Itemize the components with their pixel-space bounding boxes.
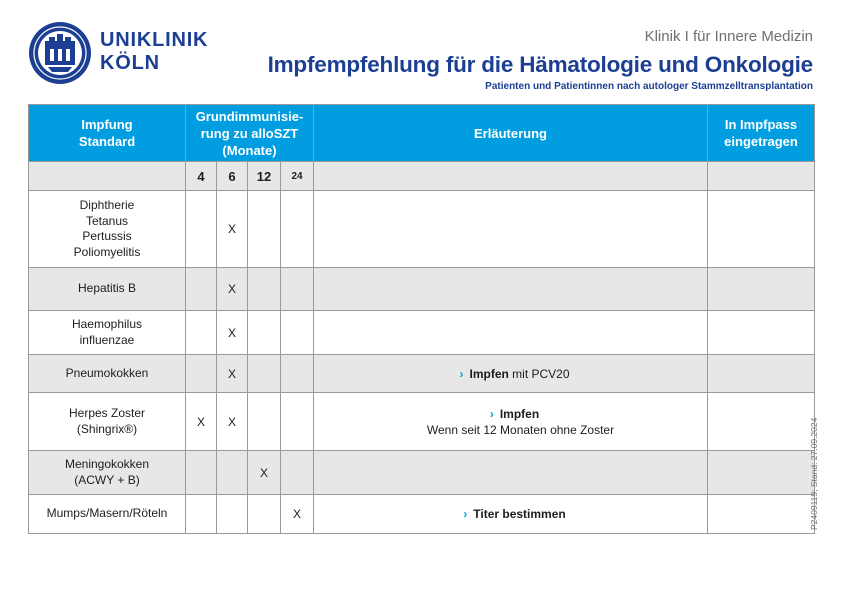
mark-m4 [186,355,217,393]
note-text: mit PCV20 [508,366,570,381]
chevron-right-icon: › [459,366,464,381]
chevron-right-icon: › [489,406,494,421]
page-subtitle: Patienten und Patientinnen nach autologer Stammzelltransplantation [485,81,813,92]
mark-m12 [248,191,281,268]
month-6: 6 [217,162,248,191]
mark-m12 [248,311,281,355]
note-bold: Impfen [469,366,509,381]
vaccination-table [28,104,815,534]
vaccine-name: Meningokokken (ACWY + B) [29,451,186,495]
vaccine-name: Pneumokokken [29,355,186,393]
note-text: Wenn seit 12 Monaten ohne Zoster [426,422,615,437]
table-row [29,393,815,451]
note-bold: Impfen [499,406,540,421]
mark-m24: X [281,495,314,534]
mark-m12 [248,355,281,393]
brand-line-1: UNIKLINIK [100,29,209,51]
vaccine-name: Herpes Zoster (Shingrix®) [29,393,186,451]
mark-m24 [281,268,314,311]
mark-m4 [186,451,217,495]
table-row [29,495,815,534]
mark-m6: X [217,268,248,311]
months-row [29,162,815,191]
page-title: Impfempfehlung für die Hämatologie und Onkologie [267,52,813,77]
notes-cell [314,268,708,311]
col-header-notes: Erläuterung [314,105,708,162]
table-row [29,355,815,393]
mark-m24 [281,355,314,393]
mark-m24 [281,191,314,268]
notes-cell [314,393,708,451]
notes-cell [314,495,708,534]
passport-cell[interactable] [708,311,815,355]
clinic-name: Klinik I für Innere Medizin [644,28,813,45]
month-4: 4 [186,162,217,191]
mark-m12 [248,495,281,534]
table-row [29,311,815,355]
university-seal-icon [28,21,92,85]
mark-m24 [281,451,314,495]
passport-cell[interactable] [708,393,815,451]
mark-m6: X [217,311,248,355]
table-row [29,268,815,311]
notes-cell [314,355,708,393]
mark-m12 [248,268,281,311]
table-row [29,451,815,495]
col-header-passport: In Impfpass eingetragen [708,105,815,162]
vaccine-name: Diphtherie Tetanus Pertussis Poliomyelitis [29,191,186,268]
passport-cell[interactable] [708,191,815,268]
document-id: P2409119; Stand: 27.09.2024 [809,417,819,530]
mark-m4: X [186,393,217,451]
notes-cell [314,311,708,355]
notes-cell [314,451,708,495]
mark-m6 [217,451,248,495]
month-24: 24 [281,162,314,191]
col-header-vaccine: Impfung Standard [29,105,186,162]
month-12: 12 [248,162,281,191]
mark-m6: X [217,355,248,393]
vaccine-name: Mumps/Masern/Röteln [29,495,186,534]
mark-m4 [186,191,217,268]
mark-m6 [217,495,248,534]
brand-line-2: KÖLN [100,52,160,74]
mark-m24 [281,393,314,451]
passport-cell[interactable] [708,451,815,495]
mark-m4 [186,495,217,534]
note-bold: Titer bestimmen [473,507,566,521]
passport-cell[interactable] [708,495,815,534]
brand-name [100,29,208,75]
mark-m24 [281,311,314,355]
notes-cell [314,191,708,268]
mark-m6: X [217,191,248,268]
mark-m12 [248,393,281,451]
mark-m12: X [248,451,281,495]
passport-cell[interactable] [708,268,815,311]
col-header-basic-immunization: Grundimmunisie- rung zu alloSZT (Monate) [186,105,314,162]
passport-cell[interactable] [708,355,815,393]
table-row [29,191,815,268]
mark-m6: X [217,393,248,451]
vaccine-name: Haemophilus influenzae [29,311,186,355]
chevron-right-icon: › [463,507,468,521]
mark-m4 [186,268,217,311]
vaccine-name: Hepatitis B [29,268,186,311]
mark-m4 [186,311,217,355]
